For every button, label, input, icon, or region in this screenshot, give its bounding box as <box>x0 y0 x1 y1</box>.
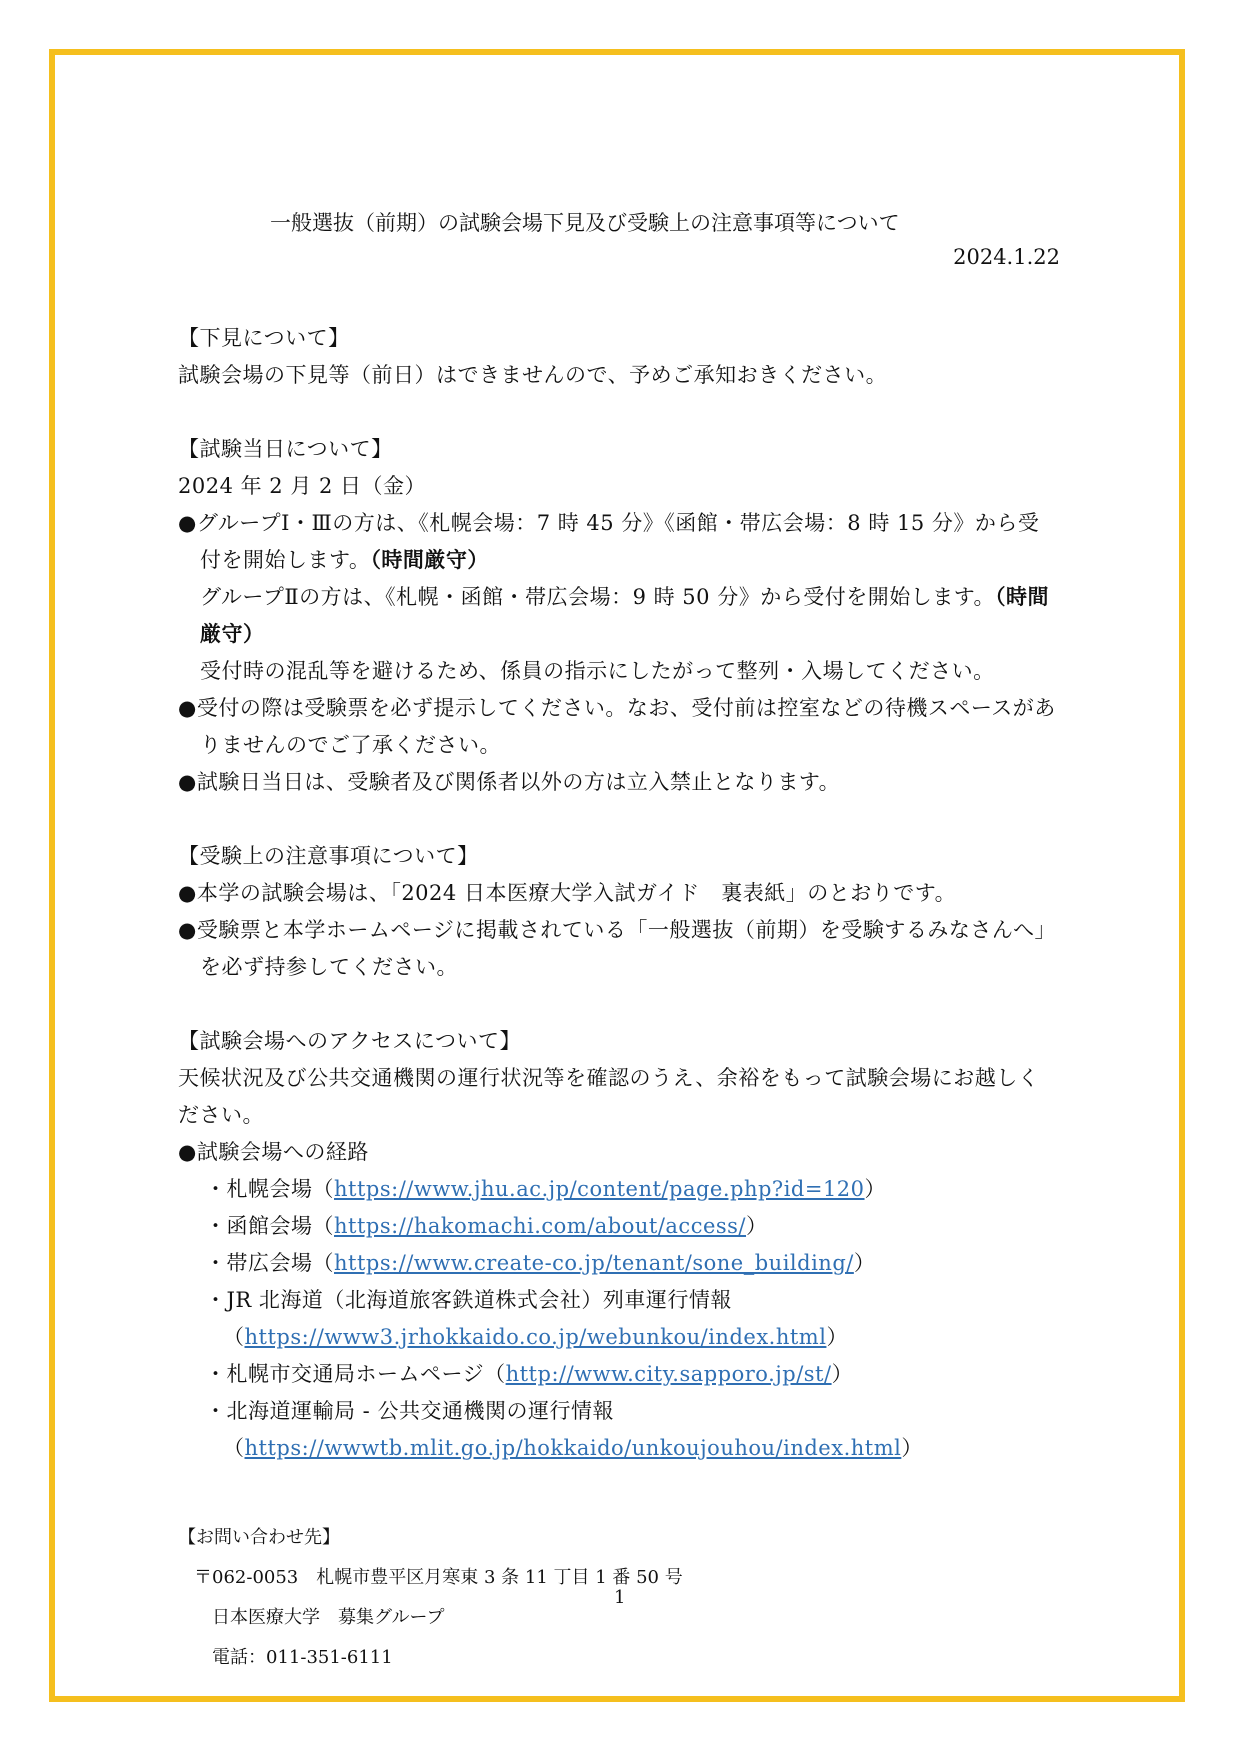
notes-bullet-venue: ●本学の試験会場は、「2024 日本医療大学入試ガイド 裏表紙」のとおりです。 <box>178 881 957 905</box>
route-heading: ●試験会場への経路 <box>178 1140 369 1164</box>
exam-day-date: 2024 年 2 月 2 日（金） <box>178 474 427 498</box>
exam-day-bullet-ticket: ●受付の際は受験票を必ず提示してください。なお、受付前は控室などの待機スペースがありませんのでご了承ください。 <box>178 696 1056 757</box>
group2-strict-time: （時間厳守） <box>200 585 1050 646</box>
access-heading: 【試験会場へのアクセスについて】 <box>178 1029 521 1053</box>
group13-text: ●グループⅠ・Ⅲの方は、《札幌会場：7 時 45 分》《函館・帯広会場：8 時 15 分》から受付を開始します。 <box>178 511 1040 572</box>
page-number: 1 <box>614 1587 626 1608</box>
mlit-label: ・北海道運輸局 - 公共交通機関の運行情報 <box>205 1399 614 1423</box>
preview-text: 試験会場の下見等（前日）はできませんので、予めご承知おきください。 <box>178 363 888 387</box>
mlit-transport-link[interactable]: https://wwwtb.mlit.go.jp/hokkaido/unkoujouhou/index.html <box>244 1436 902 1460</box>
jr-label: ・JR 北海道（北海道旅客鉄道株式会社）列車運行情報 <box>205 1288 732 1312</box>
access-text: 天候状況及び公共交通機関の運行状況等を確認のうえ、余裕をもって試験会場にお越しください。 <box>178 1066 1040 1127</box>
preview-heading: 【下見について】 <box>178 326 350 350</box>
link-item-sapporo: ・札幌会場（https://www.jhu.ac.jp/content/page.php?id=120） <box>205 1177 887 1201</box>
mlit-link-line: （https://wwwtb.mlit.go.jp/hokkaido/unkoujouhou/index.html） <box>223 1436 923 1460</box>
jr-hokkaido-link[interactable]: https://www3.jrhokkaido.co.jp/webunkou/index.html <box>244 1325 827 1349</box>
link-item-hakodate: ・函館会場（https://hakomachi.com/about/access/） <box>205 1214 768 1238</box>
contact-address: 〒062-0053 札幌市豊平区月寒東 3 条 11 丁目 1 番 50 号 <box>194 1567 683 1588</box>
contact-block <box>178 1518 683 1678</box>
document-date: 2024.1.22 <box>953 245 1060 269</box>
document-title: 一般選抜（前期）の試験会場下見及び受験上の注意事項等について <box>270 211 900 235</box>
document-body <box>178 320 1058 1467</box>
contact-org: 日本医療大学 募集グループ <box>212 1607 445 1628</box>
group2-text: グループⅡの方は、《札幌・函館・帯広会場：9 時 50 分》から受付を開始します。 <box>200 585 996 609</box>
hakodate-venue-link[interactable]: https://hakomachi.com/about/access/ <box>334 1214 747 1238</box>
obihiro-venue-link[interactable]: https://www.create-co.jp/tenant/sone_building/ <box>334 1251 854 1275</box>
jr-link-line: （https://www3.jrhokkaido.co.jp/webunkou/index.html） <box>223 1325 848 1349</box>
group13-strict-time: （時間厳守） <box>370 548 489 572</box>
notes-bullet-bring: ●受験票と本学ホームページに掲載されている「一般選抜（前期）を受験するみなさんへ」を必ず持参してください。 <box>178 918 1056 979</box>
sapporo-transport-link[interactable]: http://www.city.sapporo.jp/st/ <box>505 1362 832 1386</box>
exam-day-line-order: 受付時の混乱等を避けるため、係員の指示にしたがって整列・入場してください。 <box>200 659 995 683</box>
notes-heading: 【受験上の注意事項について】 <box>178 844 479 868</box>
contact-phone: 電話：011-351-6111 <box>212 1647 393 1668</box>
exam-day-heading: 【試験当日について】 <box>178 437 393 461</box>
city-link-line: ・札幌市交通局ホームページ（http://www.city.sapporo.jp/st/） <box>205 1362 854 1386</box>
exam-day-group2 <box>178 579 1058 653</box>
exam-day-bullet-group13 <box>178 505 1058 579</box>
link-item-obihiro: ・帯広会場（https://www.create-co.jp/tenant/sone_building/） <box>205 1251 876 1275</box>
exam-day-bullet-restricted: ●試験日当日は、受験者及び関係者以外の方は立入禁止となります。 <box>178 770 841 794</box>
contact-heading: 【お問い合わせ先】 <box>178 1527 340 1548</box>
sapporo-venue-link[interactable]: https://www.jhu.ac.jp/content/page.php?id=120 <box>334 1177 865 1201</box>
